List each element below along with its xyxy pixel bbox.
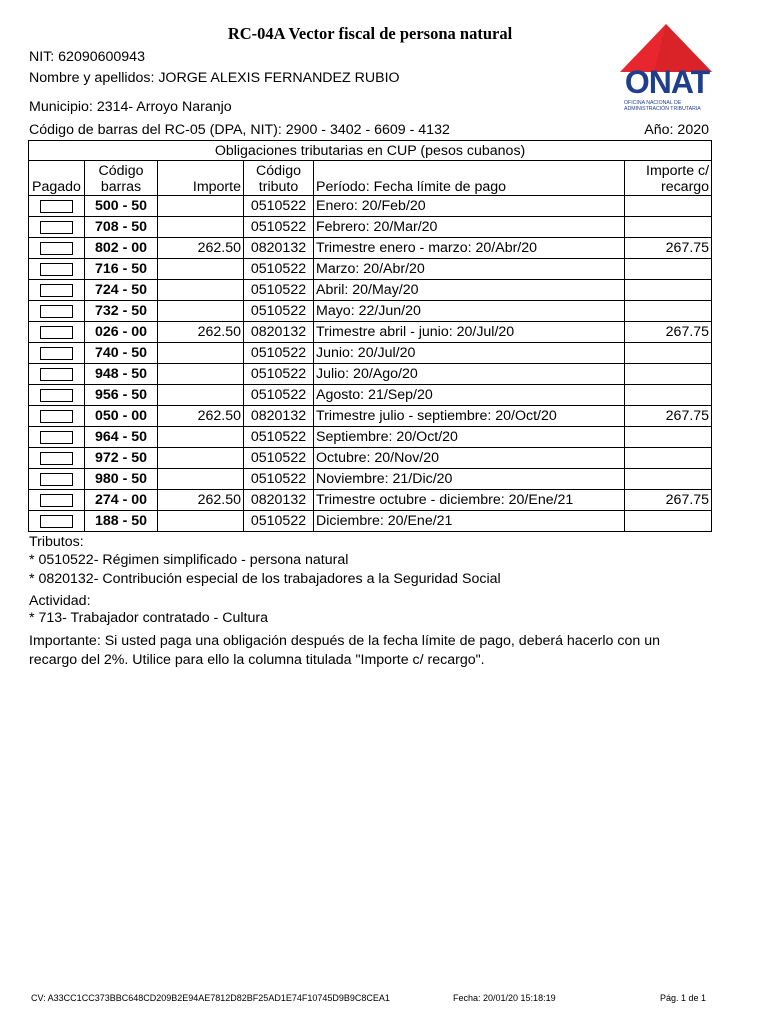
importante-line-1: Importante: Si usted paga una obligación después de la fecha límite de pago, deberá hacerlo con un bbox=[29, 633, 660, 649]
codigo-barras-cell: 956 - 50 bbox=[85, 385, 158, 406]
pagado-cell bbox=[29, 448, 85, 469]
col-codigo-tributo-line-1: Código bbox=[256, 163, 301, 179]
codigo-tributo-cell: 0510522 bbox=[244, 259, 314, 280]
periodo-cell: Junio: 20/Jul/20 bbox=[314, 343, 625, 364]
pagado-cell bbox=[29, 490, 85, 511]
col-periodo: Período: Fecha límite de pago bbox=[314, 161, 625, 196]
periodo-cell: Abril: 20/May/20 bbox=[314, 280, 625, 301]
pagado-checkbox[interactable] bbox=[40, 326, 73, 339]
col-codigo-barras-line-1: Código bbox=[98, 163, 144, 179]
table-caption-row bbox=[29, 141, 712, 161]
importe-cell bbox=[158, 511, 244, 532]
importe-cell bbox=[158, 259, 244, 280]
col-codigo-tributo-line-2: tributo bbox=[258, 179, 299, 195]
importe-cell bbox=[158, 427, 244, 448]
importe-cell bbox=[158, 448, 244, 469]
importe-cell bbox=[158, 301, 244, 322]
pagado-cell bbox=[29, 406, 85, 427]
periodo-cell: Mayo: 22/Jun/20 bbox=[314, 301, 625, 322]
pagado-checkbox[interactable] bbox=[40, 473, 73, 486]
col-pagado: Pagado bbox=[29, 161, 85, 196]
importe-cell: 262.50 bbox=[158, 322, 244, 343]
pagado-cell bbox=[29, 511, 85, 532]
pagado-cell bbox=[29, 301, 85, 322]
col-codigo-tributo bbox=[244, 161, 314, 196]
col-codigo-barras-line-2: barras bbox=[100, 179, 142, 195]
table-row-12 bbox=[29, 427, 712, 448]
recargo-cell bbox=[625, 217, 712, 238]
table-row-7 bbox=[29, 322, 712, 343]
importe-cell bbox=[158, 217, 244, 238]
recargo-cell bbox=[625, 301, 712, 322]
codigo-barras-cell: 802 - 00 bbox=[85, 238, 158, 259]
codigo-tributo-cell: 0820132 bbox=[244, 406, 314, 427]
pagado-checkbox[interactable] bbox=[40, 431, 73, 444]
pagado-cell bbox=[29, 322, 85, 343]
pagado-checkbox[interactable] bbox=[40, 305, 73, 318]
codigo-barras-cell: 188 - 50 bbox=[85, 511, 158, 532]
recargo-cell bbox=[625, 448, 712, 469]
col-codigo-barras bbox=[85, 161, 158, 196]
pagado-cell bbox=[29, 427, 85, 448]
pagado-cell bbox=[29, 196, 85, 217]
table-row-10 bbox=[29, 385, 712, 406]
pagado-checkbox[interactable] bbox=[40, 452, 73, 465]
periodo-cell: Enero: 20/Feb/20 bbox=[314, 196, 625, 217]
pagado-cell bbox=[29, 280, 85, 301]
codigo-tributo-cell: 0510522 bbox=[244, 196, 314, 217]
codigo-tributo-cell: 0510522 bbox=[244, 427, 314, 448]
table-caption: Obligaciones tributarias en CUP (pesos cubanos) bbox=[29, 141, 712, 161]
logo-subtitle-line-2: ADMINISTRACIÓN TRIBUTARIA bbox=[624, 106, 701, 112]
pagado-checkbox[interactable] bbox=[40, 494, 73, 507]
pagado-cell bbox=[29, 385, 85, 406]
table-row-14 bbox=[29, 469, 712, 490]
table-header-row bbox=[29, 161, 712, 196]
table-row-2 bbox=[29, 217, 712, 238]
actividad-title: Actividad: bbox=[29, 593, 91, 609]
pagado-cell bbox=[29, 364, 85, 385]
name-line: Nombre y apellidos: JORGE ALEXIS FERNANDEZ RUBIO bbox=[29, 70, 400, 86]
periodo-cell: Septiembre: 20/Oct/20 bbox=[314, 427, 625, 448]
onat-logo bbox=[618, 22, 713, 122]
codigo-barras-cell: 708 - 50 bbox=[85, 217, 158, 238]
table-row-4 bbox=[29, 259, 712, 280]
pagado-checkbox[interactable] bbox=[40, 389, 73, 402]
table-row-8 bbox=[29, 343, 712, 364]
table-row-1 bbox=[29, 196, 712, 217]
recargo-cell bbox=[625, 469, 712, 490]
tributos-title: Tributos: bbox=[29, 534, 84, 550]
codigo-tributo-cell: 0510522 bbox=[244, 469, 314, 490]
recargo-cell: 267.75 bbox=[625, 490, 712, 511]
codigo-barras-cell: 724 - 50 bbox=[85, 280, 158, 301]
year-label: Año: 2020 bbox=[644, 122, 709, 138]
pagado-cell bbox=[29, 217, 85, 238]
logo-subtitle bbox=[624, 100, 716, 112]
periodo-cell: Marzo: 20/Abr/20 bbox=[314, 259, 625, 280]
table-row-5 bbox=[29, 280, 712, 301]
recargo-cell bbox=[625, 511, 712, 532]
barcode-line: Código de barras del RC-05 (DPA, NIT): 2900 - 3402 - 6609 - 4132 bbox=[29, 122, 450, 138]
actividad-item-1: * 713- Trabajador contratado - Cultura bbox=[29, 610, 268, 626]
periodo-cell: Febrero: 20/Mar/20 bbox=[314, 217, 625, 238]
periodo-cell: Octubre: 20/Nov/20 bbox=[314, 448, 625, 469]
recargo-cell bbox=[625, 364, 712, 385]
table-row-11 bbox=[29, 406, 712, 427]
codigo-barras-cell: 732 - 50 bbox=[85, 301, 158, 322]
codigo-tributo-cell: 0820132 bbox=[244, 238, 314, 259]
recargo-cell bbox=[625, 196, 712, 217]
importe-cell bbox=[158, 343, 244, 364]
codigo-tributo-cell: 0510522 bbox=[244, 511, 314, 532]
pagado-cell bbox=[29, 343, 85, 364]
periodo-cell: Noviembre: 21/Dic/20 bbox=[314, 469, 625, 490]
table-row-16 bbox=[29, 511, 712, 532]
periodo-cell: Agosto: 21/Sep/20 bbox=[314, 385, 625, 406]
pagado-cell bbox=[29, 469, 85, 490]
codigo-tributo-cell: 0510522 bbox=[244, 385, 314, 406]
table-row-13 bbox=[29, 448, 712, 469]
obligations-table bbox=[28, 140, 712, 532]
footer-fecha: Fecha: 20/01/20 15:18:19 bbox=[453, 993, 556, 1003]
recargo-cell: 267.75 bbox=[625, 238, 712, 259]
codigo-tributo-cell: 0510522 bbox=[244, 280, 314, 301]
pagado-checkbox[interactable] bbox=[40, 410, 73, 423]
codigo-barras-cell: 948 - 50 bbox=[85, 364, 158, 385]
pagado-checkbox[interactable] bbox=[40, 263, 73, 276]
table-row-6 bbox=[29, 301, 712, 322]
codigo-tributo-cell: 0510522 bbox=[244, 364, 314, 385]
codigo-barras-cell: 972 - 50 bbox=[85, 448, 158, 469]
periodo-cell: Julio: 20/Ago/20 bbox=[314, 364, 625, 385]
recargo-cell bbox=[625, 343, 712, 364]
footer-page: Pág. 1 de 1 bbox=[659, 993, 706, 1003]
tributo-item-1: * 0510522- Régimen simplificado - persona natural bbox=[29, 552, 349, 568]
importe-cell: 262.50 bbox=[158, 238, 244, 259]
pagado-checkbox[interactable] bbox=[40, 221, 73, 234]
tributo-item-2: * 0820132- Contribución especial de los trabajadores a la Seguridad Social bbox=[29, 571, 501, 587]
codigo-barras-cell: 740 - 50 bbox=[85, 343, 158, 364]
recargo-cell bbox=[625, 280, 712, 301]
col-recargo-line-1: Importe c/ bbox=[646, 163, 710, 179]
codigo-tributo-cell: 0510522 bbox=[244, 301, 314, 322]
codigo-barras-cell: 050 - 00 bbox=[85, 406, 158, 427]
codigo-barras-cell: 500 - 50 bbox=[85, 196, 158, 217]
periodo-cell: Trimestre abril - junio: 20/Jul/20 bbox=[314, 322, 625, 343]
logo-subtitle-line-1: OFICINA NACIONAL DE bbox=[624, 100, 682, 106]
codigo-tributo-cell: 0510522 bbox=[244, 448, 314, 469]
document-title: RC-04A Vector fiscal de persona natural bbox=[227, 24, 513, 43]
col-importe: Importe bbox=[158, 161, 244, 196]
codigo-tributo-cell: 0510522 bbox=[244, 217, 314, 238]
codigo-barras-cell: 964 - 50 bbox=[85, 427, 158, 448]
periodo-cell: Trimestre enero - marzo: 20/Abr/20 bbox=[314, 238, 625, 259]
recargo-cell: 267.75 bbox=[625, 322, 712, 343]
pagado-checkbox[interactable] bbox=[40, 347, 73, 360]
pagado-checkbox[interactable] bbox=[40, 284, 73, 297]
importe-cell bbox=[158, 385, 244, 406]
codigo-barras-cell: 716 - 50 bbox=[85, 259, 158, 280]
logo-wordmark: ONAT bbox=[624, 64, 710, 100]
importe-cell bbox=[158, 364, 244, 385]
pagado-cell bbox=[29, 259, 85, 280]
codigo-tributo-cell: 0510522 bbox=[244, 343, 314, 364]
importe-cell bbox=[158, 469, 244, 490]
periodo-cell: Trimestre octubre - diciembre: 20/Ene/21 bbox=[314, 490, 625, 511]
pagado-cell bbox=[29, 238, 85, 259]
pagado-checkbox[interactable] bbox=[40, 515, 73, 528]
codigo-tributo-cell: 0820132 bbox=[244, 322, 314, 343]
importe-cell bbox=[158, 280, 244, 301]
table-row-3 bbox=[29, 238, 712, 259]
importe-cell bbox=[158, 196, 244, 217]
pagado-checkbox[interactable] bbox=[40, 368, 73, 381]
recargo-cell: 267.75 bbox=[625, 406, 712, 427]
nit-line: NIT: 62090600943 bbox=[29, 49, 145, 65]
table-row-15 bbox=[29, 490, 712, 511]
codigo-tributo-cell: 0820132 bbox=[244, 490, 314, 511]
col-recargo bbox=[625, 161, 712, 196]
periodo-cell: Diciembre: 20/Ene/21 bbox=[314, 511, 625, 532]
pagado-checkbox[interactable] bbox=[40, 242, 73, 255]
recargo-cell bbox=[625, 427, 712, 448]
table-row-9 bbox=[29, 364, 712, 385]
importe-cell: 262.50 bbox=[158, 490, 244, 511]
recargo-cell bbox=[625, 259, 712, 280]
pagado-checkbox[interactable] bbox=[40, 200, 73, 213]
importante-line-2: recargo del 2%. Utilice para ello la columna titulada "Importe c/ recargo". bbox=[29, 652, 485, 668]
recargo-cell bbox=[625, 385, 712, 406]
footer-cv: CV: A33CC1CC373BBC648CD209B2E94AE7812D82BF25AD1E74F10745D9B9C8CEA1 bbox=[31, 993, 390, 1003]
col-recargo-line-2: recargo bbox=[660, 179, 710, 195]
codigo-barras-cell: 026 - 00 bbox=[85, 322, 158, 343]
codigo-barras-cell: 274 - 00 bbox=[85, 490, 158, 511]
municipio-line: Municipio: 2314- Arroyo Naranjo bbox=[29, 99, 232, 115]
importe-cell: 262.50 bbox=[158, 406, 244, 427]
periodo-cell: Trimestre julio - septiembre: 20/Oct/20 bbox=[314, 406, 625, 427]
codigo-barras-cell: 980 - 50 bbox=[85, 469, 158, 490]
